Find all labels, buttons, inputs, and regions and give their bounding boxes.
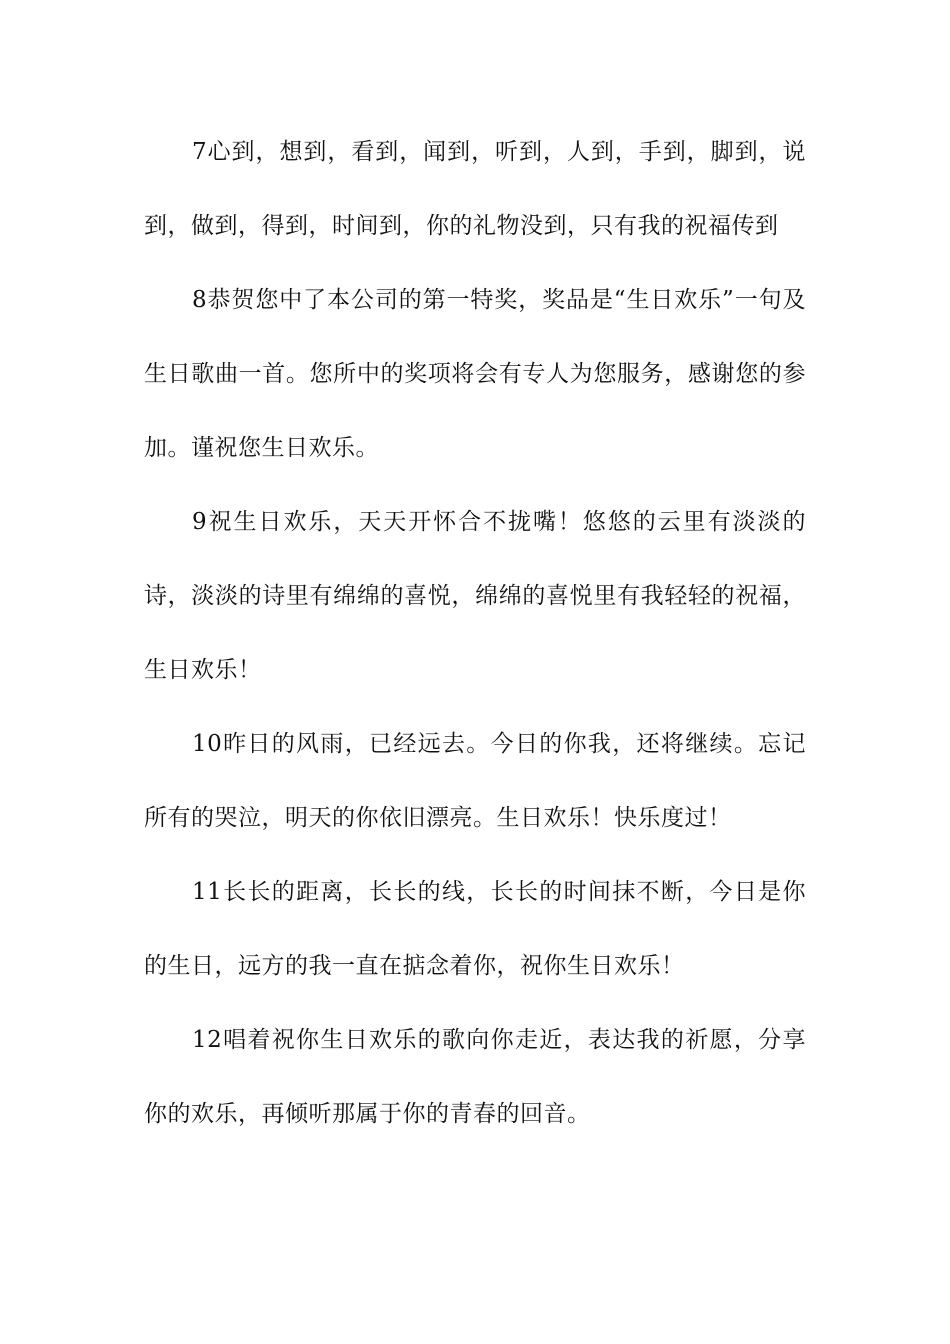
paragraph-10: 10昨日的风雨，已经远去。今日的你我，还将继续。忘记所有的哭泣，明天的你依旧漂亮。生日欢乐！快乐度过！ xyxy=(144,731,806,831)
paragraph-12: 12唱着祝你生日欢乐的歌向你走近，表达我的祈愿，分享你的欢乐，再倾听那属于你的青春的回音。 xyxy=(144,1027,806,1127)
paragraph-11: 11长长的距离，长长的线，长长的时间抹不断，今日是你的生日，远方的我一直在掂念着你，祝你生日欢乐！ xyxy=(144,879,806,979)
paragraph-8: 8恭贺您中了本公司的第一特奖，奖品是“生日欢乐”一句及生日歌曲一首。您所中的奖项将会有专人为您服务，感谢您的参加。谨祝您生日欢乐。 xyxy=(144,287,806,461)
paragraph-7: 7心到，想到，看到，闻到，听到，人到，手到，脚到，说到，做到，得到，时间到，你的礼物没到，只有我的祝福传到 xyxy=(144,139,806,239)
paragraph-9: 9祝生日欢乐，天天开怀合不拢嘴！悠悠的云里有淡淡的诗，淡淡的诗里有绵绵的喜悦，绵绵的喜悦里有我轻轻的祝福，生日欢乐！ xyxy=(144,509,806,683)
document-body xyxy=(144,115,806,1151)
